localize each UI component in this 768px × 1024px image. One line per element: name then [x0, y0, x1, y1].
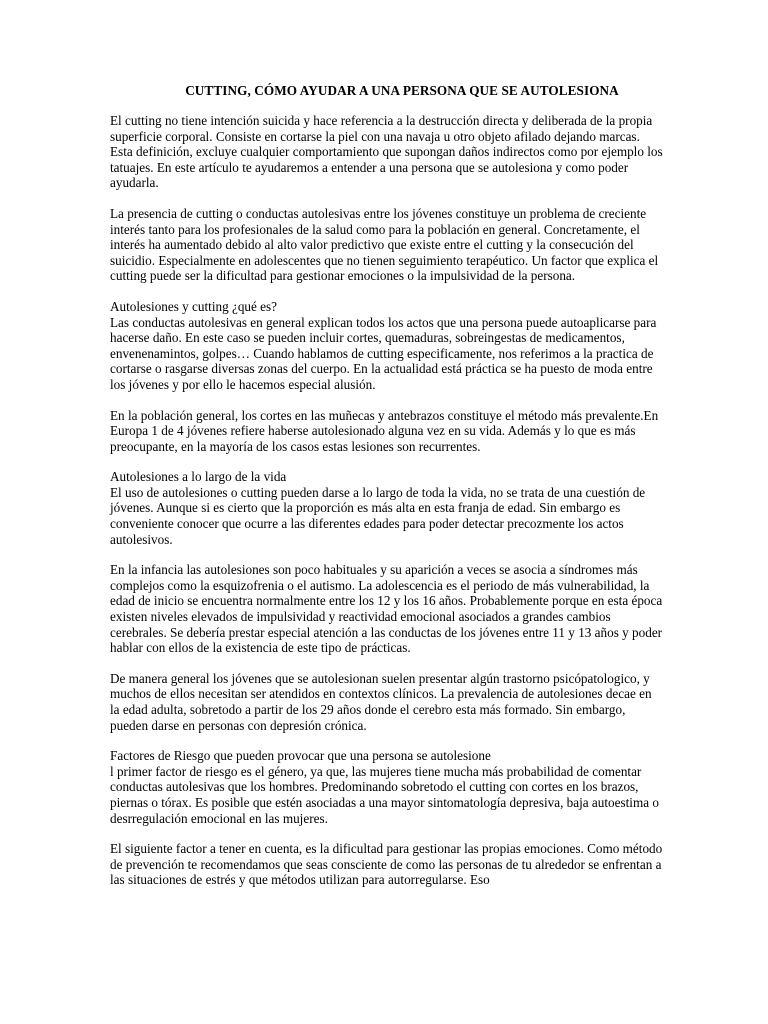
intro-paragraph-2: La presencia de cutting o conductas autolesivas entre los jóvenes constituye un problema de creciente interés tanto para los profesionales de la salud como para la población en general. Concretamente, el interés ha aumentado debido al alto valor predictivo que existe entre el cutting y la consecución del suicidio. Especialmente en adolescentes que no tienen seguimiento terapéutico. Un factor que explica el cutting puede ser la dificultad para gestionar emociones o la impulsividad de la persona.: [110, 205, 659, 284]
section-what-is-paragraph-2: En la población general, los cortes en las muñecas y antebrazos constituye el método más prevalente.En Europa 1 de 4 jóvenes refiere haberse autolesionado alguna vez en su vida. Además y lo que es más preocupante, en la mayoría de los casos estas lesiones son recurrentes.: [110, 407, 659, 454]
section-what-is-paragraph-1: Las conductas autolesivas en general explican todos los actos que una persona puede autoaplicarse para hacerse daño. En este caso se pueden incluir cortes, quemaduras, sobreingestas de medicamentos, envenenamintos, golpes… Cuando hablamos de cutting especificamente, nos referimos a la practica de cortarse o rasgarse diversas zonas del cuerpo. En la actualidad está práctica se ha puesto de moda entre los jóvenes y por ello le hacemos especial alusión.: [110, 314, 657, 392]
section-lifetime-paragraph-1: El uso de autolesiones o cutting pueden darse a lo largo de toda la vida, no se trata de una cuestión de jóvenes. Aunque si es cierto que la proporción es más alta en esta franja de edad. Sin embargo es conveniente conocer que ocurre a las diferentes edades para poder detectar precozmente los actos autolesivos.: [110, 484, 646, 547]
section-heading-risk-factors: Factores de Riesgo que pueden provocar que una persona se autolesione: [110, 748, 491, 764]
document-title: CUTTING, CÓMO AYUDAR A UNA PERSONA QUE SE AUTOLESIONA: [185, 83, 619, 98]
intro-paragraph-1: El cutting no tiene intención suicida y hace referencia a la destrucción directa y deliberada de la propia superficie corporal. Consiste en cortarse la piel con una navaja u otro objeto afilado dejando marcas. Esta definición, excluye cualquier comportamiento que supongan daños indirectos como por ejemplo los tatuajes. En este artículo te ayudaremos a entender a una persona que se autolesiona y como poder ayudarla.: [110, 113, 663, 191]
section-lifetime: [110, 469, 664, 547]
section-risk-factors-paragraph-2: El siguiente factor a tener en cuenta, es la dificultad para gestionar las propias emociones. Como método de prevención te recomendamos que seas consciente de como las personas de tu alrededor se enfrentan a las situaciones de estrés y que métodos utilizan para autorregularse. Eso: [110, 841, 663, 888]
section-heading-lifetime: Autolesiones a lo largo de la vida: [110, 469, 287, 485]
section-lifetime-paragraph-2: En la infancia las autolesiones son poco habituales y su aparición a veces se asocia a síndromes más complejos como la esquizofrenia o el autismo. La adolescencia es el periodo de más vulnerabilidad, la edad de inicio se encuentra normalmente entre los 12 y los 16 años. Probablemente porque en esta época existen niveles elevados de impulsividad y reactividad emocional asociados a grandes cambios cerebrales. Se debería prestar especial atención a las conductas de los jóvenes entre 11 y 13 años y poder hablar con ellos de la existencia de este tipo de prácticas.: [110, 562, 663, 656]
section-heading-what-is: Autolesiones y cutting ¿qué es?: [110, 298, 278, 314]
section-lifetime-paragraph-3: De manera general los jóvenes que se autolesionan suelen presentar algún trastorno psicópatologico, y muchos de ellos necesitan ser atendidos en contextos clínicos. La prevalencia de autolesiones decae en la edad adulta, sobretodo a partir de los 29 años donde el cerebro esta más formado. Sin embargo, pueden darse en personas con depresión crónica.: [110, 670, 652, 733]
section-what-is: [110, 299, 664, 393]
section-risk-factors-paragraph-1: l primer factor de riesgo es el género, ya que, las mujeres tiene mucha más probabilidad de comentar conductas autolesivas que los hombres. Predominando sobretodo el cutting con cortes en los brazos, piernas o tórax. Es posible que estén asociadas a una mayor sintomatología depresiva, baja autoestima o desrregulación emocional en las mujeres.: [110, 763, 659, 826]
section-risk-factors: [110, 748, 664, 826]
